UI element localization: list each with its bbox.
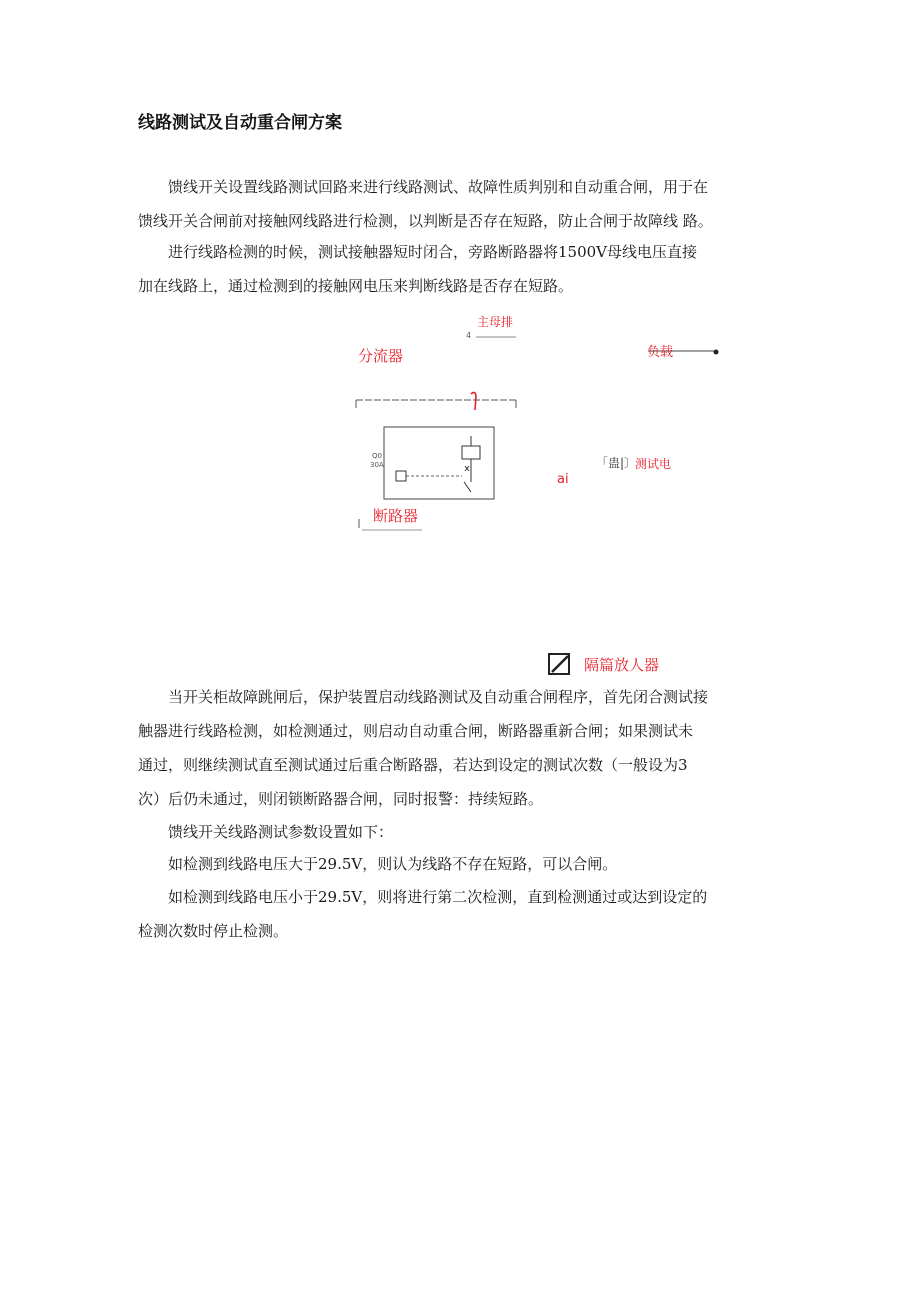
breaker-switch — [464, 482, 471, 492]
paragraph-4 — [138, 815, 778, 849]
paragraph-6 — [138, 880, 778, 948]
paragraph-4-line-1: 馈线开关线路测试参数设置如下： — [168, 823, 394, 841]
breaker-contact-x — [465, 466, 469, 471]
paragraph-3 — [138, 680, 778, 816]
diagram-label-4: 4 — [466, 331, 472, 340]
paragraph-5-line-1: 如检测到线路电压大于29.5V，则认为线路不存在短路，可以合闸。 — [168, 855, 618, 873]
paragraph-3-line-2: 触器进行线路检测，如检测通过，则启动自动重合闸，断路器重新合闸；如果测试未 — [138, 722, 694, 740]
page-title: 线路测试及自动重合闸方案 — [138, 113, 342, 133]
paragraph-5 — [138, 847, 778, 881]
paragraph-3-line-3: 通过，则继续测试直至测试通过后重合断路器，若达到设定的测试次数（一般设为3 — [138, 756, 688, 774]
diagram-label-test-box: 「蛊|〕 — [596, 456, 637, 470]
shunt-arrow-icon — [471, 392, 476, 410]
diagram-label-isolator: 隔篇放人器 — [584, 656, 660, 674]
breaker-coil — [462, 446, 480, 459]
diagram-label-load: 负载 — [647, 345, 674, 360]
paragraph-1 — [138, 170, 778, 238]
isolator-icon — [549, 654, 569, 674]
paragraph-3-line-1: 当开关柜故障跳闸后，保护装置启动线路测试及自动重合闸程序，首先闭合测试接 — [168, 688, 709, 706]
paragraph-1-line-2: 馈线开关合闸前对接触网线路进行检测，以判断是否存在短路，防止合闸于故障线 路。 — [138, 212, 713, 230]
paragraph-3-line-4: 次）后仍未通过，则闭锁断路器合闸，同时报警：持续短路。 — [138, 790, 544, 808]
paragraph-1-line-1: 馈线开关设置线路测试回路来进行线路测试、故障性质判别和自动重合闸，用于在 — [168, 178, 709, 196]
diagram-label-shunt: 分流器 — [358, 347, 404, 365]
paragraph-2-line-2: 加在线路上，通过检测到的接触网电压来判断线路是否存在短路。 — [138, 277, 574, 295]
diagram-label-q0: Q0 — [372, 452, 382, 460]
breaker-trip-box — [396, 471, 406, 481]
diagram-label-circuit-breaker: 断路器 — [373, 507, 419, 525]
paragraph-2 — [138, 235, 778, 303]
load-terminal-dot — [714, 350, 719, 355]
diagram-label-test-elec: 测试电 — [635, 457, 672, 471]
paragraph-6-line-2: 检测次数时停止检测。 — [138, 922, 289, 940]
diagram-label-30a: 30A — [370, 461, 384, 469]
breaker-box — [384, 427, 494, 499]
diagram-label-ai: ai — [557, 472, 569, 487]
diagram-label-main-bus: 主母排 — [477, 315, 514, 329]
paragraph-6-line-1: 如检测到线路电压小于29.5V，则将进行第二次检测，直到检测通过或达到设定的 — [168, 888, 708, 906]
paragraph-2-line-1: 进行线路检测的时候，测试接触器短时闭合，旁路断路器将1500V母线电压直接 — [168, 243, 698, 261]
